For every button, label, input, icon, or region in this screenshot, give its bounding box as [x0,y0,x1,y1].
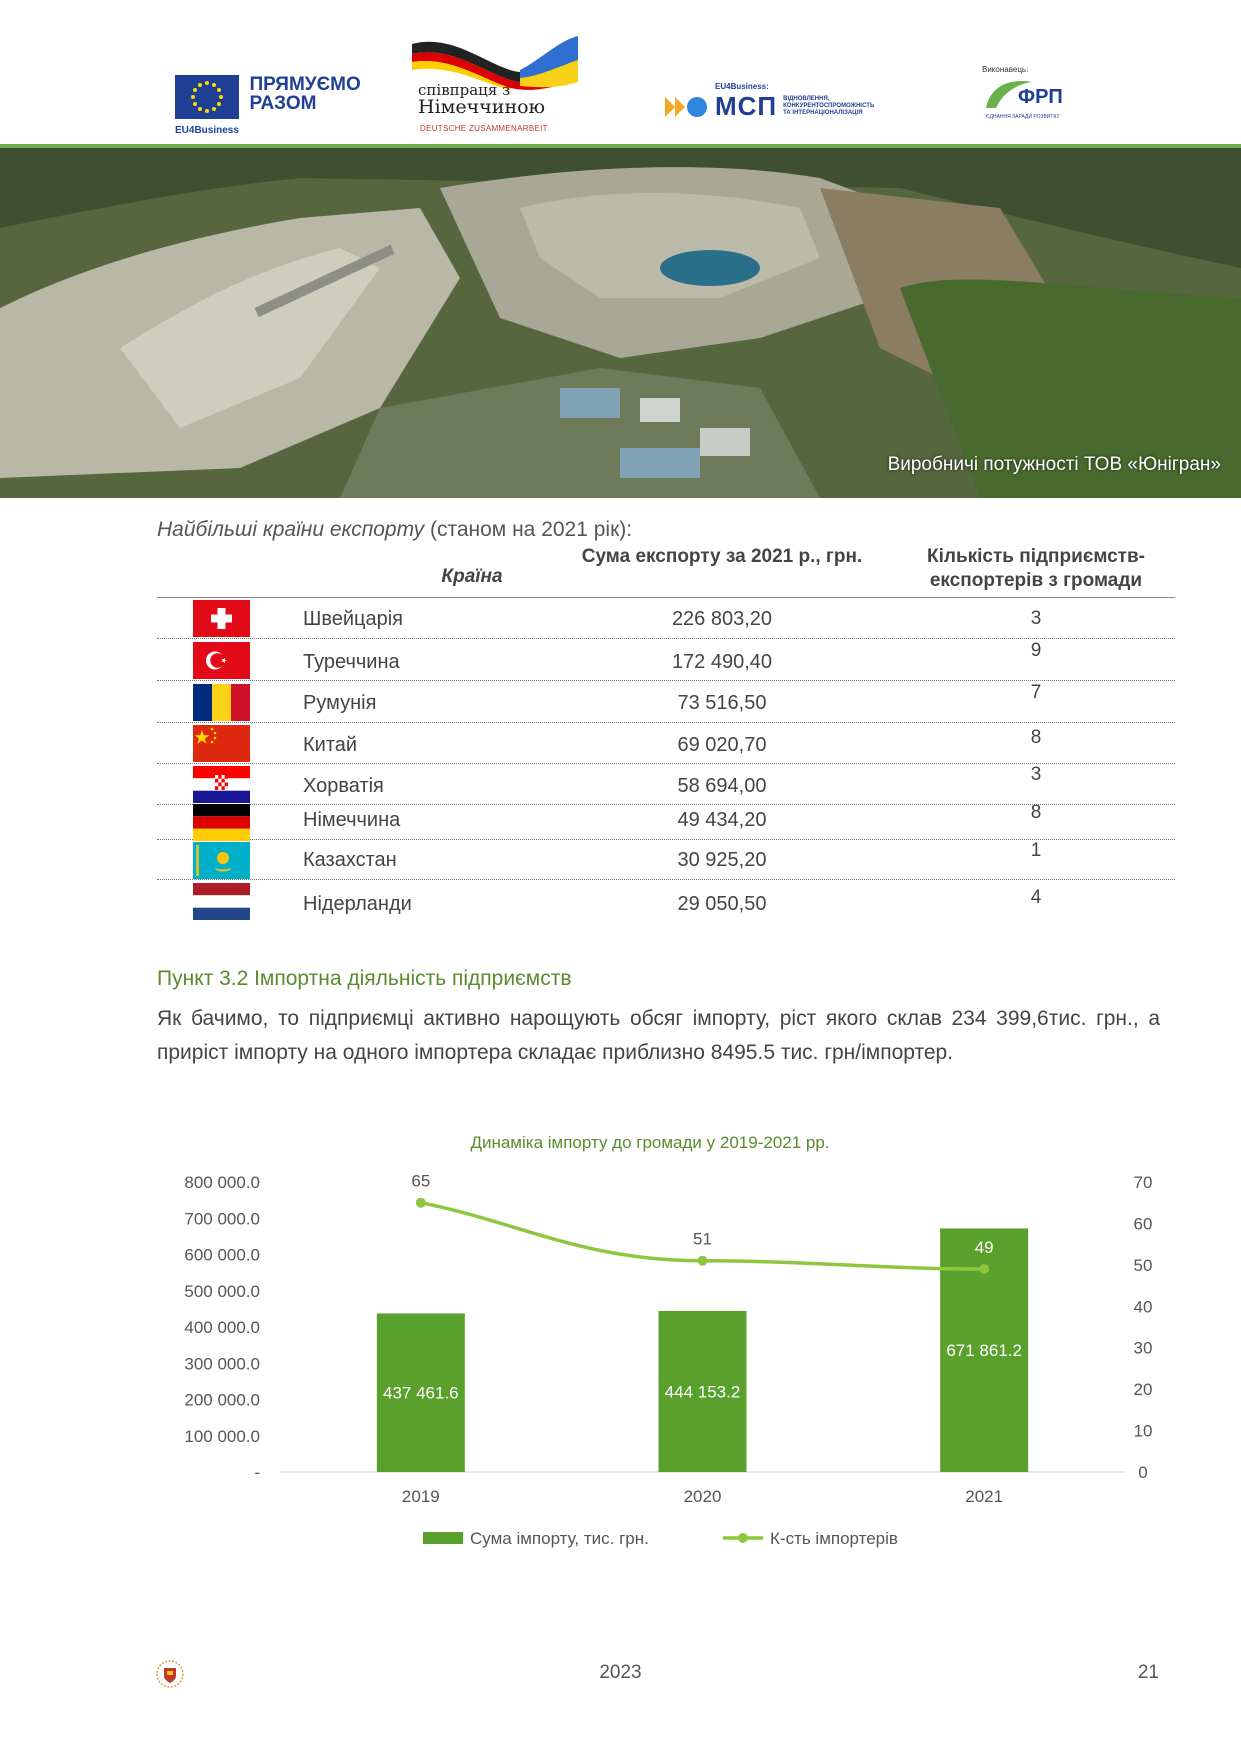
bar-data-label: 671 861.2 [946,1341,1022,1361]
netherlands-flag-icon [193,883,250,920]
x-tick-label: 2020 [683,1487,722,1506]
turkey-flag-icon [193,642,250,679]
msp-arrows-icon [665,92,709,122]
cell-count: 7 [1030,682,1042,703]
import-chart-svg [140,1125,1160,1565]
cell-country: Нідерланди [303,893,412,915]
cell-count: 8 [1030,802,1042,823]
quarry-photo [0,148,1241,498]
cell-country: Швейцарія [303,608,403,630]
romania-flag-icon [193,684,250,721]
legend-bar-swatch [423,1532,463,1544]
table-row [157,682,1175,723]
bar-data-label: 437 461.6 [383,1383,459,1403]
frp-logo-top: Виконавець: [982,65,1029,74]
de-logo-text [418,82,545,116]
importers-data-label: 65 [411,1171,431,1191]
y-left-tick-label: 800 000.0 [184,1173,260,1192]
export-table-title-italic: Найбільші країни експорту [157,518,425,541]
x-tick-label: 2019 [401,1487,440,1506]
eu4business-logo [175,74,361,136]
msp-logo-big: МСП [715,91,778,121]
y-right-tick-label: 0 [1138,1463,1148,1482]
cell-sum: 226 803,20 [671,608,773,630]
eu-flag-icon [175,75,239,119]
germany-flag-icon [193,804,250,841]
y-right-tick-label: 50 [1133,1255,1153,1275]
importers-point [416,1198,426,1208]
importers-data-label: 51 [693,1229,712,1249]
msp-logo-desc [783,96,874,117]
cell-sum: 172 490,40 [671,651,773,673]
cell-count: 1 [1030,840,1042,861]
y-right-tick-label: 70 [1133,1173,1153,1192]
table-row [157,598,1175,639]
y-left-tick-label: 700 000.0 [184,1209,260,1229]
y-right-tick-label: 20 [1133,1380,1153,1400]
frp-logo-big: ФРП [1018,86,1063,108]
msp-desc-3: ТА ІНТЕРНАЦІОНАЛІЗАЦІЯ [783,110,863,116]
y-left-tick-label: - [254,1463,260,1482]
de-logo-line2: Німеччиною [418,96,546,118]
footer-year: 2023 [599,1662,642,1683]
table-row [157,640,1175,681]
y-right-tick-label: 10 [1133,1421,1153,1441]
cell-country: Хорватія [303,775,384,797]
column-header-sum: Сума експорту за 2021 р., грн. [581,546,863,567]
eu-logo-text [249,75,360,113]
import-section-heading: Пункт 3.2 Імпортна діяльність підприємств [157,967,572,990]
y-left-tick-label: 500 000.0 [184,1281,260,1301]
cell-sum: 58 694,00 [677,775,767,797]
de-logo-sub: DEUTSCHE ZUSAMMENARBEIT [420,124,548,133]
switzerland-flag-icon [193,600,250,637]
y-left-tick-label: 300 000.0 [184,1354,260,1374]
header-logos [0,30,1241,140]
cell-country: Туреччина [303,651,400,673]
cell-sum: 49 434,20 [677,809,767,831]
msp-desc-1: ВІДНОВЛЕННЯ, [783,96,830,102]
msp-logo [665,82,874,122]
eu-logo-sub: EU4Business [175,125,239,136]
cell-country: Казахстан [303,849,397,871]
y-left-tick-label: 100 000.0 [184,1426,260,1446]
cell-country: Румунія [303,692,377,714]
kazakhstan-flag-icon [193,842,250,879]
cell-country: Китай [303,734,358,756]
importers-data-label: 49 [974,1238,994,1257]
y-left-tick-label: 200 000.0 [184,1390,260,1410]
cell-count: 3 [1030,608,1042,629]
table-row [157,881,1175,923]
cell-count: 8 [1030,727,1042,748]
import-chart [140,1125,1160,1565]
cell-sum: 29 050,50 [677,893,767,915]
chart-title: Динаміка імпорту до громади у 2019-2021 рр. [470,1133,830,1152]
importers-point [979,1264,989,1274]
cell-count: 3 [1030,764,1042,785]
msp-logo-small: EU4Business: [715,82,769,91]
export-table-title-rest: (станом на 2021 рік): [424,518,633,541]
cell-sum: 30 925,20 [677,849,767,871]
legend-line-marker [738,1533,748,1543]
china-flag-icon [193,725,250,762]
table-row [157,723,1175,764]
x-tick-label: 2021 [965,1487,1004,1506]
cell-count: 9 [1030,640,1042,661]
table-row [157,764,1175,805]
cell-country: Німеччина [303,809,401,831]
table-row [157,802,1175,840]
cell-sum: 69 020,70 [677,734,767,756]
column-header-country: Країна [441,566,503,587]
eu-logo-line1: ПРЯМУЄМО [249,74,361,95]
import-section-paragraph: Як бачимо, то підприємці активно нарощують обсяг імпорту, ріст якого склав 234 399,6тис. грн., а приріст імпорту на одного імпортера складає приблизно 8495.5 тис. грн/імпортер. [157,1007,1160,1064]
de-logo-line1: співпраця з [418,81,511,99]
cell-sum: 73 516,50 [677,692,767,714]
y-left-tick-label: 400 000.0 [184,1318,260,1337]
y-left-tick-label: 600 000.0 [184,1245,260,1265]
croatia-flag-icon [193,766,250,803]
y-right-tick-label: 30 [1133,1338,1153,1358]
msp-desc-2: КОНКУРЕНТОСПРОМОЖНІСТЬ [783,103,875,109]
importers-point [698,1256,708,1266]
legend-bar-label: Сума імпорту, тис. грн. [470,1529,649,1548]
frp-emblem [980,74,1070,114]
frp-logo-sub: ЄДНАННЯ ЗАРАДИ РОЗВИТКУ [986,114,1060,120]
germany-cooperation-logo [410,30,580,140]
photo-caption: Виробничі потужності ТОВ «Юнігран» [887,454,1221,475]
eu-logo-line2: РАЗОМ [249,93,317,114]
y-right-tick-label: 60 [1133,1214,1153,1234]
quarry-aerial-image [0,148,1241,498]
column-header-count: Кількість підприємств-експортерів з громади [927,546,1145,591]
cell-count: 4 [1030,887,1042,908]
page-number: 21 [1137,1662,1159,1683]
y-right-tick-label: 40 [1133,1297,1153,1317]
legend-line-label: К-сть імпортерів [770,1529,898,1548]
export-table-title [157,518,632,542]
frp-logo [980,65,1080,120]
bar-data-label: 444 153.2 [664,1382,741,1402]
table-row [157,840,1175,880]
